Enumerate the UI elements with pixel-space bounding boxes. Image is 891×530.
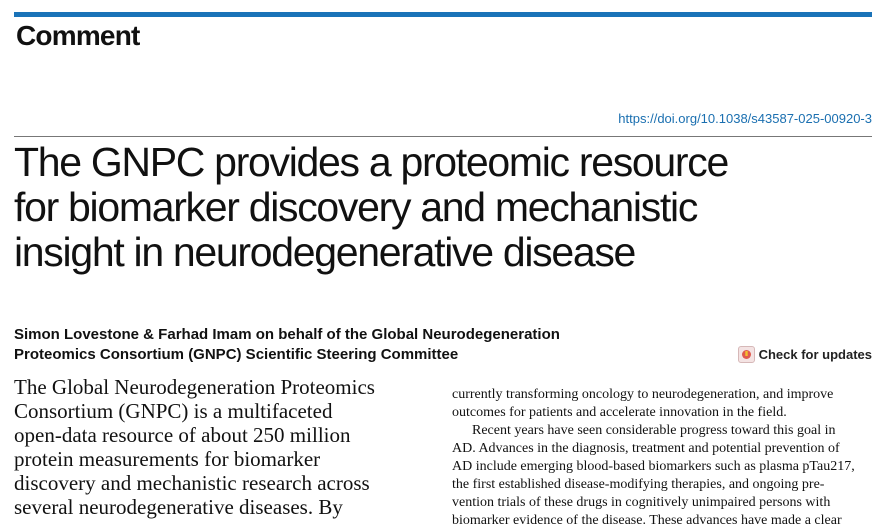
standfirst-line: protein measurements for biomarker xyxy=(14,447,321,471)
doi-link[interactable]: https://doi.org/10.1038/s43587-025-00920-3 xyxy=(618,111,872,126)
standfirst-line: several neurodegenerative diseases. By xyxy=(14,495,343,519)
header-accent-bar xyxy=(14,12,872,17)
author-line: Proteomics Consortium (GNPC) Scientific Steering Committee xyxy=(14,346,459,363)
title-line: The GNPC provides a proteomic resource xyxy=(14,139,728,185)
title-line: for biomarker discovery and mechanistic xyxy=(14,184,698,230)
standfirst-line: discovery and mechanistic research across xyxy=(14,471,370,495)
section-label: Comment xyxy=(16,20,140,51)
article-title xyxy=(14,140,874,275)
body-line: outcomes for patients and accelerate innovation in the field. xyxy=(452,405,787,420)
check-for-updates-button[interactable] xyxy=(738,346,872,363)
body-line: AD include emerging blood-based biomarkers such as plasma pTau217, xyxy=(452,459,855,474)
body-line: the first established disease-modifying therapies, and ongoing pre- xyxy=(452,477,825,492)
header-divider xyxy=(14,136,872,137)
author-line: Simon Lovestone & Farhad Imam on behalf of the Global Neurodegeneration xyxy=(14,326,560,343)
title-line: insight in neurodegenerative disease xyxy=(14,229,636,275)
author-list xyxy=(14,325,560,365)
body-line: biomarker evidence of the disease. These advances have made a clear xyxy=(452,513,842,528)
standfirst-line: The Global Neurodegeneration Proteomics xyxy=(14,375,375,399)
body-line: AD. Advances in the diagnosis, treatment and potential prevention of xyxy=(452,441,840,456)
body-line: currently transforming oncology to neurodegeneration, and improve xyxy=(452,387,834,402)
standfirst-line: Consortium (GNPC) is a multifaceted xyxy=(14,399,333,423)
check-updates-label: Check for updates xyxy=(758,347,872,362)
body-column xyxy=(452,386,872,530)
check-updates-icon xyxy=(738,346,755,363)
standfirst xyxy=(14,375,434,519)
body-line: vention trials of these drugs in cognitively unimpaired persons with xyxy=(452,495,831,510)
standfirst-line: open-data resource of about 250 million xyxy=(14,423,351,447)
body-line: Recent years have seen considerable progress toward this goal in xyxy=(472,423,836,438)
